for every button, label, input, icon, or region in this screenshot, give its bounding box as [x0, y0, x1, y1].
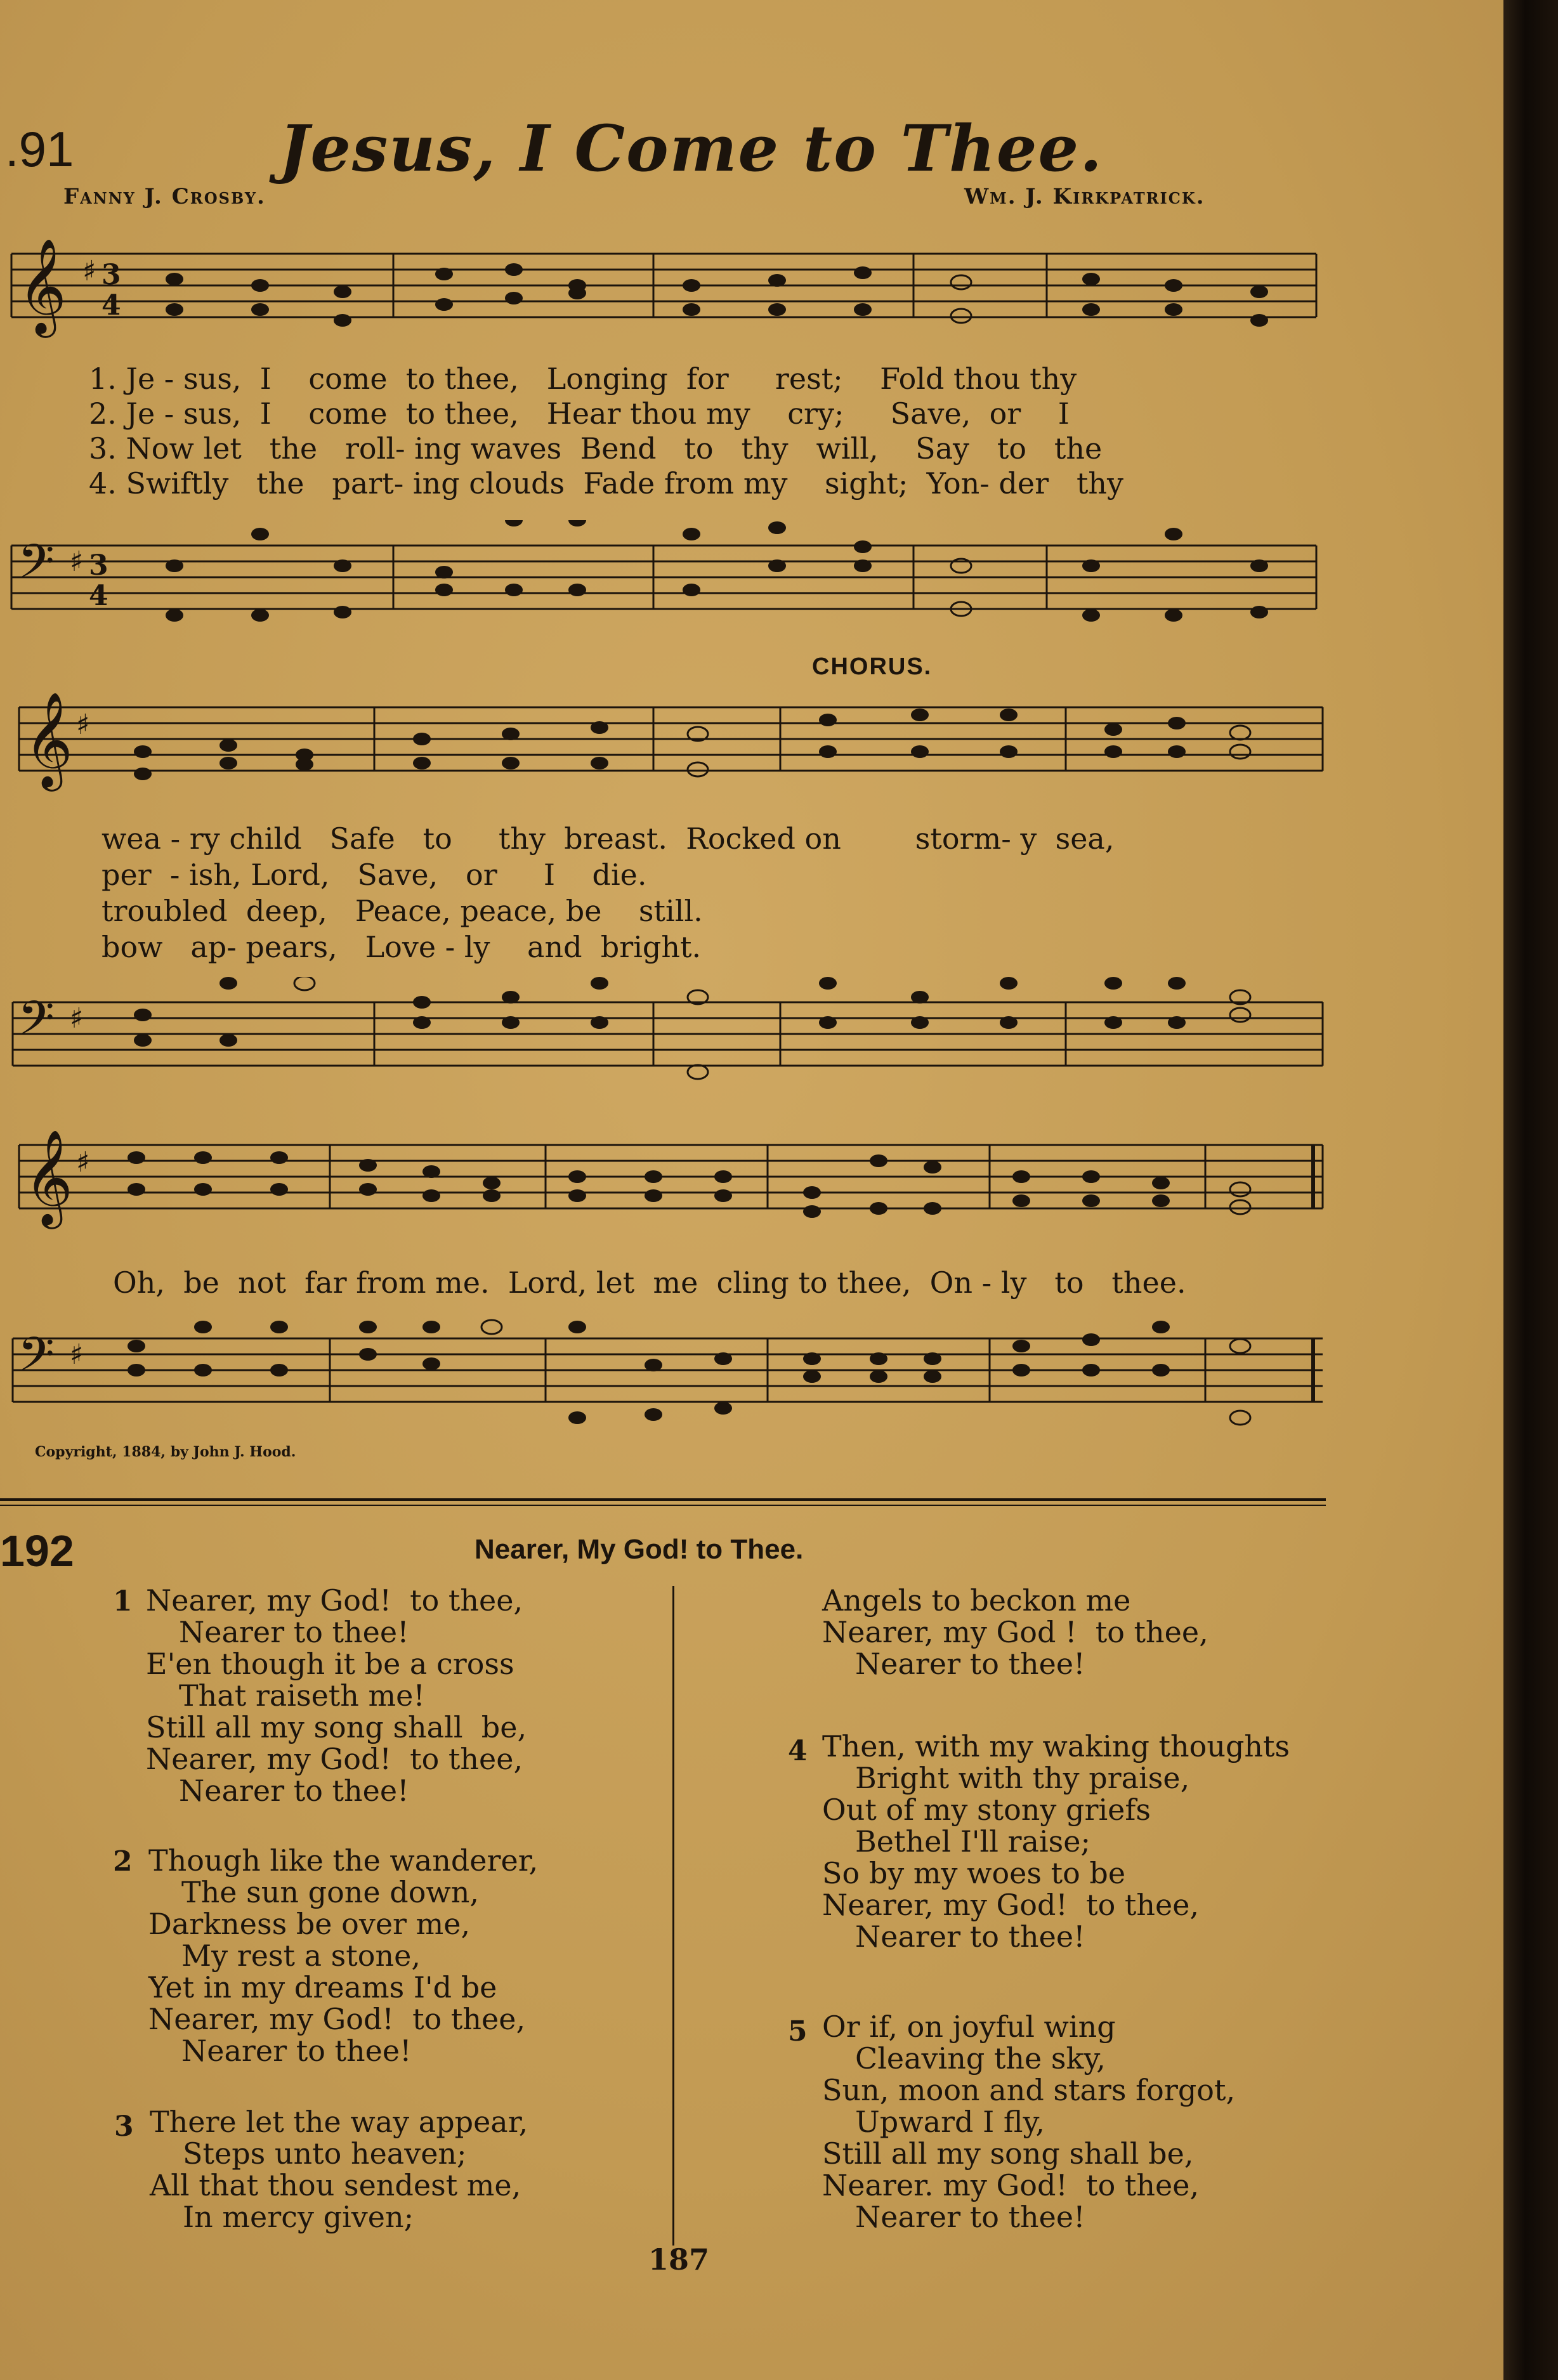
stanza-line: Nearer to thee! — [179, 1615, 409, 1649]
composer-credit: Wm. J. Kirkpatrick. — [964, 184, 1205, 209]
svg-text:♯: ♯ — [70, 1002, 84, 1035]
stanza-number: 4 — [788, 1735, 808, 1767]
stanza-line: Nearer, my God! to thee, — [146, 1583, 523, 1618]
stanza-line: There let the way appear, — [150, 2105, 528, 2139]
stanza-line: Steps unto heaven; — [183, 2136, 467, 2171]
section-divider — [0, 1505, 1326, 1506]
svg-text:♯: ♯ — [76, 1146, 90, 1179]
stanza-line: Nearer to thee! — [181, 2034, 412, 2068]
stanza-line: Nearer, my God ! to thee, — [822, 1615, 1208, 1649]
treble-staff-system2 — [0, 688, 1332, 796]
stanza-line: Then, with my waking thoughts — [822, 1729, 1290, 1763]
stanza-line: Still all my song shall be, — [146, 1710, 527, 1744]
stanza-line: Though like the wanderer, — [148, 1843, 539, 1878]
stanza-line: Nearer to thee! — [855, 1647, 1085, 1681]
bass-staff-system3 — [0, 1313, 1332, 1440]
stanza — [113, 1583, 527, 1808]
hymn-title: Jesus, I Come to Thee. — [279, 111, 1103, 186]
stanza-line: The sun gone down, — [181, 1875, 480, 1909]
stanza-line: In mercy given; — [183, 2200, 414, 2234]
stanza-line: Darkness be over me, — [148, 1907, 471, 1941]
treble-staff-system1 — [0, 235, 1332, 343]
chorus-lyric-line: Oh, be not far from me. Lord, let me cling to thee, On - ly to thee. — [113, 1265, 1186, 1300]
copyright-notice: Copyright, 1884, by John J. Hood. — [35, 1444, 296, 1460]
treble-staff-system3 — [0, 1126, 1332, 1234]
stanza — [822, 1585, 1208, 1680]
stanza-line: E'en though it be a cross — [146, 1647, 514, 1681]
svg-text:𝄞: 𝄞 — [24, 691, 73, 787]
svg-text:♯: ♯ — [70, 546, 84, 578]
svg-text:♯: ♯ — [76, 709, 90, 741]
chorus-label: CHORUS. — [812, 653, 933, 680]
stanza-line: That raiseth me! — [179, 1678, 425, 1713]
bass-staff-system1 — [0, 520, 1332, 660]
book-spine-edge — [1503, 0, 1558, 2380]
lyricist-credit: Fanny J. Crosby. — [63, 184, 266, 209]
lyric-line: per - ish, Lord, Save, or I die. — [101, 858, 647, 892]
stanza-line: So by my woes to be — [822, 1856, 1126, 1890]
svg-text:𝄞: 𝄞 — [18, 237, 67, 334]
stanza-line: Nearer to thee! — [855, 2200, 1085, 2234]
svg-text:𝄢: 𝄢 — [18, 534, 55, 601]
stanza-line: Upward I fly, — [855, 2105, 1045, 2139]
stanza-number: 1 — [113, 1585, 133, 1618]
stanza — [788, 2010, 1236, 2234]
stanza-line: Nearer to thee! — [179, 1774, 409, 1808]
lyric-line: 3. Now let the roll- ing waves Bend to thy will, Say to the — [89, 431, 1103, 466]
svg-text:𝄢: 𝄢 — [18, 991, 55, 1057]
svg-text:4: 4 — [101, 289, 121, 322]
stanza-line: Cleaving the sky, — [855, 2041, 1106, 2076]
stanza-line: Nearer, my God! to thee, — [146, 1742, 523, 1776]
lyric-line: 2. Je - sus, I come to thee, Hear thou my cry; Save, or I — [89, 396, 1070, 431]
stanza-line: Still all my song shall be, — [822, 2136, 1194, 2171]
stanza-line: Bright with thy praise, — [855, 1761, 1190, 1795]
svg-text:𝄢: 𝄢 — [18, 1327, 55, 1394]
section-divider — [0, 1498, 1326, 1501]
svg-text:3: 3 — [101, 259, 121, 291]
stanza-line: Or if, on joyful wing — [822, 2010, 1116, 2044]
stanza-line: Bethel I'll raise; — [855, 1824, 1091, 1859]
svg-text:4: 4 — [89, 580, 108, 612]
stanza-line: Nearer, my God! to thee, — [148, 2002, 526, 2036]
svg-text:♯: ♯ — [82, 255, 96, 287]
svg-text:3: 3 — [89, 549, 108, 582]
stanza-line: Nearer to thee! — [855, 1919, 1085, 1954]
page-number: 187 — [648, 2242, 710, 2277]
stanza — [113, 1843, 539, 2068]
hymn-number: .91 — [5, 121, 74, 177]
stanza-number: 5 — [788, 2015, 808, 2048]
stanza-line: Angels to beckon me — [822, 1583, 1131, 1618]
lyric-line: 4. Swiftly the part- ing clouds Fade from my sight; Yon- der thy — [89, 466, 1124, 500]
stanza-line: Sun, moon and stars forgot, — [822, 2073, 1236, 2107]
stanza — [114, 2105, 528, 2234]
lyric-line: bow ap- pears, Love - ly and bright. — [101, 930, 702, 964]
hymn-number: 192 — [0, 1526, 74, 1576]
stanza-line: My rest a stone, — [181, 1939, 421, 1973]
stanza — [788, 1729, 1290, 1954]
svg-text:♯: ♯ — [70, 1338, 84, 1371]
stanza-line: Nearer, my God! to thee, — [822, 1888, 1200, 1922]
bass-staff-system2 — [0, 977, 1332, 1091]
lyric-line: 1. Je - sus, I come to thee, Longing for rest; Fold thou thy — [89, 362, 1077, 396]
stanza-line: Nearer. my God! to thee, — [822, 2168, 1200, 2202]
stanza-number: 3 — [114, 2110, 134, 2143]
stanza-line: All that thou sendest me, — [150, 2168, 521, 2202]
stanza-number: 2 — [113, 1845, 133, 1878]
lyric-line: troubled deep, Peace, peace, be still. — [101, 894, 703, 928]
stanza-line: Yet in my dreams I'd be — [148, 1970, 497, 2004]
lyric-line: wea - ry child Safe to thy breast. Rocked on storm- y sea, — [101, 821, 1115, 856]
column-divider — [672, 1586, 674, 2246]
hymn-title: Nearer, My God! to Thee. — [475, 1534, 804, 1565]
stanza-line: Out of my stony griefs — [822, 1793, 1151, 1827]
svg-text:𝄞: 𝄞 — [24, 1128, 73, 1225]
